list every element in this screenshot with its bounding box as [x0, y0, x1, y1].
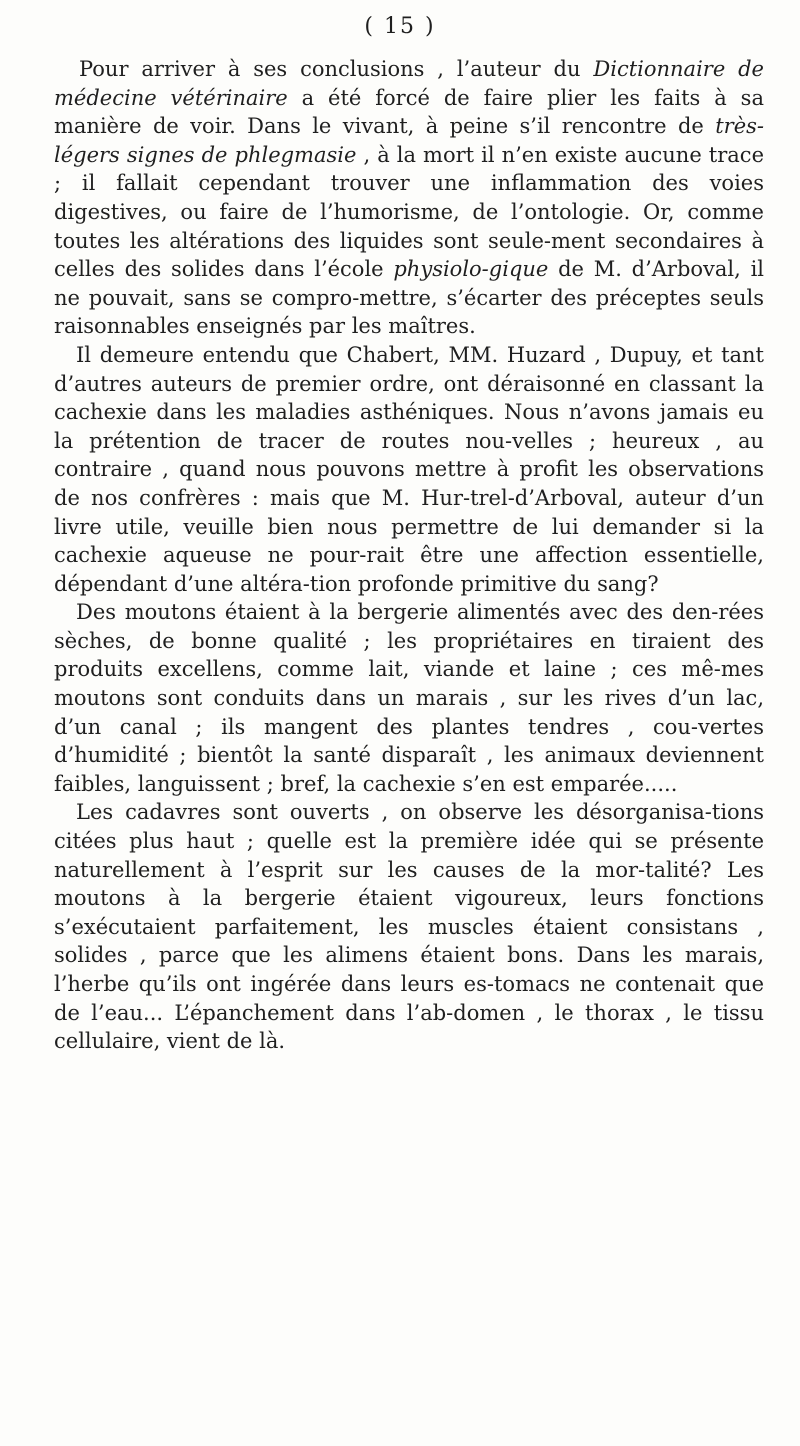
- italic-phrase: physiolo-gique: [393, 257, 549, 282]
- paragraph: [54, 341, 764, 598]
- text-segment: a été forcé de faire plier les faits à sa manière de voir. Dans le vivant, à peine s’il rencontre de: [54, 85, 764, 139]
- text-segment: , à la mort il n’en existe aucune trace ; il fallait cependant trouver une inflammation des voies digestives, ou faire de l’humorisme, de l’ontologie. Or, comme toutes les altérations des liquides sont seule-ment secondaires à celles des solides dans l’école: [54, 142, 764, 282]
- paragraph: [54, 798, 764, 1055]
- text-segment: Les cadavres sont ouverts , on observe les désorganisa-tions citées plus haut ; quelle est la première idée qui se présente naturellement à l’esprit sur les causes de la mor-talité? Les moutons à la bergerie étaient vigoureux, leurs fonctions s’exécutaient parfaitement, les muscles étaient consistans , solides , parce que les alimens étaient bons. Dans les marais, l’herbe qu’ils ont ingérée dans leurs es-tomacs ne contenait que de l’eau... L’épanchement dans l’ab-domen , le thorax , le tissu cellulaire, vient de là.: [54, 800, 764, 1054]
- page-body: [54, 55, 764, 1056]
- paragraph: [54, 598, 764, 798]
- italic-phrase: très-légers signes de phlegmasie: [54, 114, 764, 167]
- text-segment: Des moutons étaient à la bergerie alimentés avec des den-rées sèches, de bonne qualité ; les propriétaires en tiraient des produits excellens, comme lait, viande et laine ; ces mê-mes moutons sont conduits dans un marais , sur les rives d’un lac, d’un canal ; ils mangent des plantes tendres , cou-vertes d’humidité ; bientôt la santé disparaît , les animaux deviennent faibles, languissent ; bref, la cachexie s’en est emparée.....: [54, 600, 764, 796]
- paragraph: [54, 55, 764, 341]
- page-number: ( 15 ): [364, 14, 436, 39]
- text-segment: Pour arriver à ses conclusions , l’auteur du: [79, 57, 594, 81]
- text-segment: de M. d’Arboval, il ne pouvait, sans se compro-mettre, s’écarter des préceptes seuls raisonnables enseignés par les maîtres.: [54, 257, 765, 339]
- text-segment: Il demeure entendu que Chabert, MM. Huzard , Dupuy, et tant d’autres auteurs de premier ordre, ont déraisonné en classant la cachexie dans les maladies asthéniques. Nous n’avons jamais eu la prétention de tracer de routes nou-velles ; heureux , au contraire , quand nous pouvons mettre à profit les observations de nos confrères : mais que M. Hur-trel-d’Arboval, auteur d’un livre utile, veuille bien nous permettre de lui demander si la cachexie aqueuse ne pour-rait être une affection essentielle, dépendant d’une altéra-tion profonde primitive du sang?: [54, 342, 764, 596]
- book-title-italic: Dictionnaire de médecine vétérinaire: [54, 57, 764, 110]
